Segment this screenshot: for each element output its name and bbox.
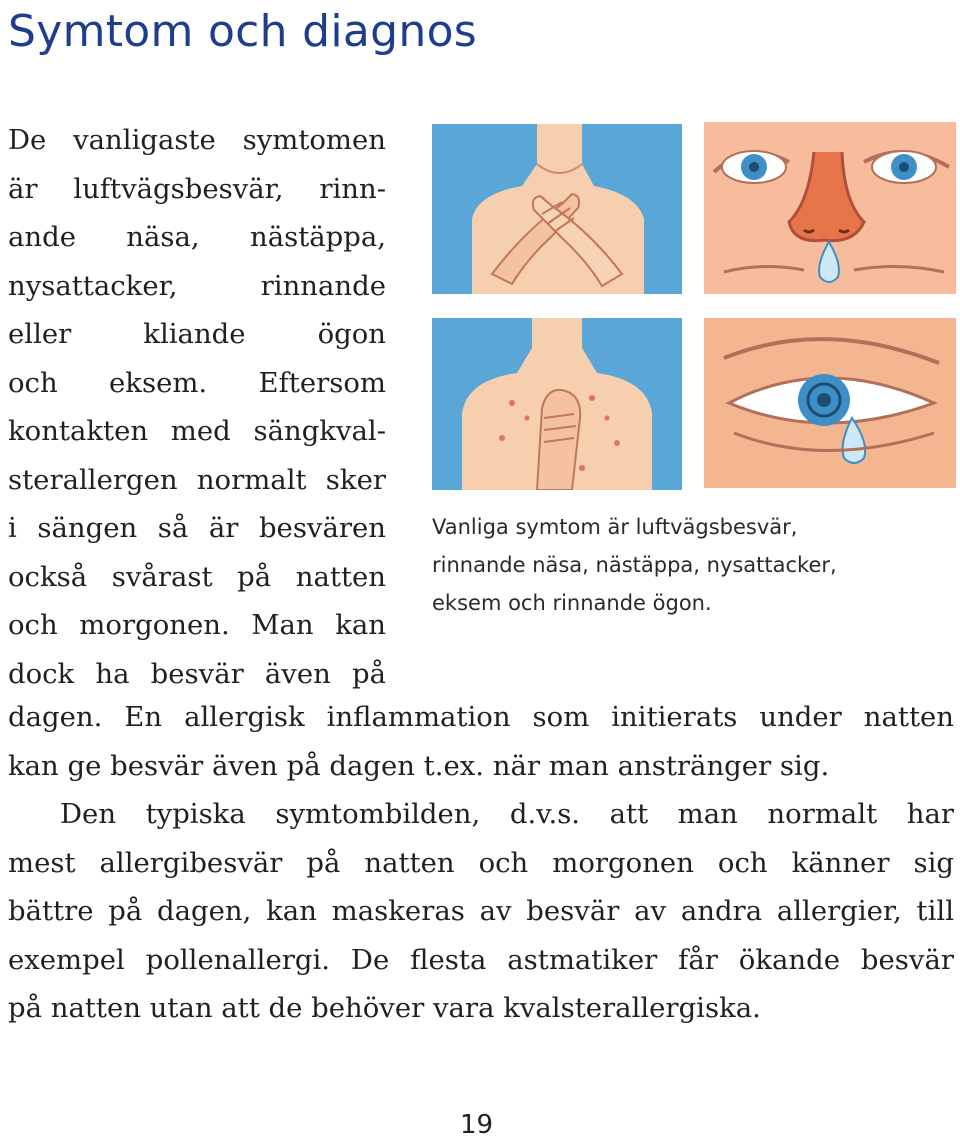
- text-line: ande näsa, nästäppa,: [8, 221, 386, 253]
- text-line: sterallergen normalt sker: [8, 463, 386, 496]
- page-title: Symtom och diagnos: [8, 6, 478, 57]
- text-line: i sängen så är besvären: [8, 512, 386, 544]
- text-line: och morgonen. Man kan: [8, 609, 386, 641]
- caption-line: eksem och rinnande ögon.: [432, 591, 712, 615]
- text-line: och eksem. Eftersom: [8, 366, 386, 399]
- text-line: eller kliande ögon: [8, 318, 386, 350]
- text-line: nysattacker, rinnande: [8, 269, 386, 302]
- eye-illustration: [704, 318, 956, 488]
- text-line: exempel pollenallergi. De flesta astmatiker får ökande besvär: [8, 943, 954, 976]
- caption-line: Vanliga symtom är luftvägsbesvär,: [432, 515, 798, 539]
- text-line: på natten utan att de behöver vara kvalsterallergiska.: [8, 992, 761, 1024]
- caption-line: rinnande näsa, nästäppa, nysattacker,: [432, 553, 837, 577]
- chest-illustration: [432, 124, 682, 294]
- text-line: Den typiska symtombilden, d.v.s. att man normalt har: [60, 798, 954, 830]
- illustration-caption: [432, 508, 952, 622]
- text-line: mest allergibesvär på natten och morgonen och känner sig: [8, 846, 954, 879]
- eczema-illustration: [432, 318, 682, 490]
- intro-paragraph: [8, 116, 386, 698]
- text-line: bättre på dagen, kan maskeras av besvär av andra allergier, till: [8, 895, 954, 927]
- text-line: dagen. En allergisk inflammation som initierats under natten: [8, 701, 954, 733]
- text-line: också svårast på natten: [8, 560, 386, 593]
- text-line: kan ge besvär även på dagen t.ex. när man anstränger sig.: [8, 749, 830, 782]
- nose-illustration: [704, 122, 956, 294]
- text-line: De vanligaste symtomen: [8, 124, 386, 156]
- text-line: kontakten med sängkval-: [8, 415, 386, 447]
- page-number: 19: [460, 1110, 494, 1140]
- body-paragraph: [8, 693, 954, 1033]
- text-line: är luftvägsbesvär, rinn-: [8, 172, 386, 205]
- text-line: dock ha besvär även på: [8, 657, 386, 690]
